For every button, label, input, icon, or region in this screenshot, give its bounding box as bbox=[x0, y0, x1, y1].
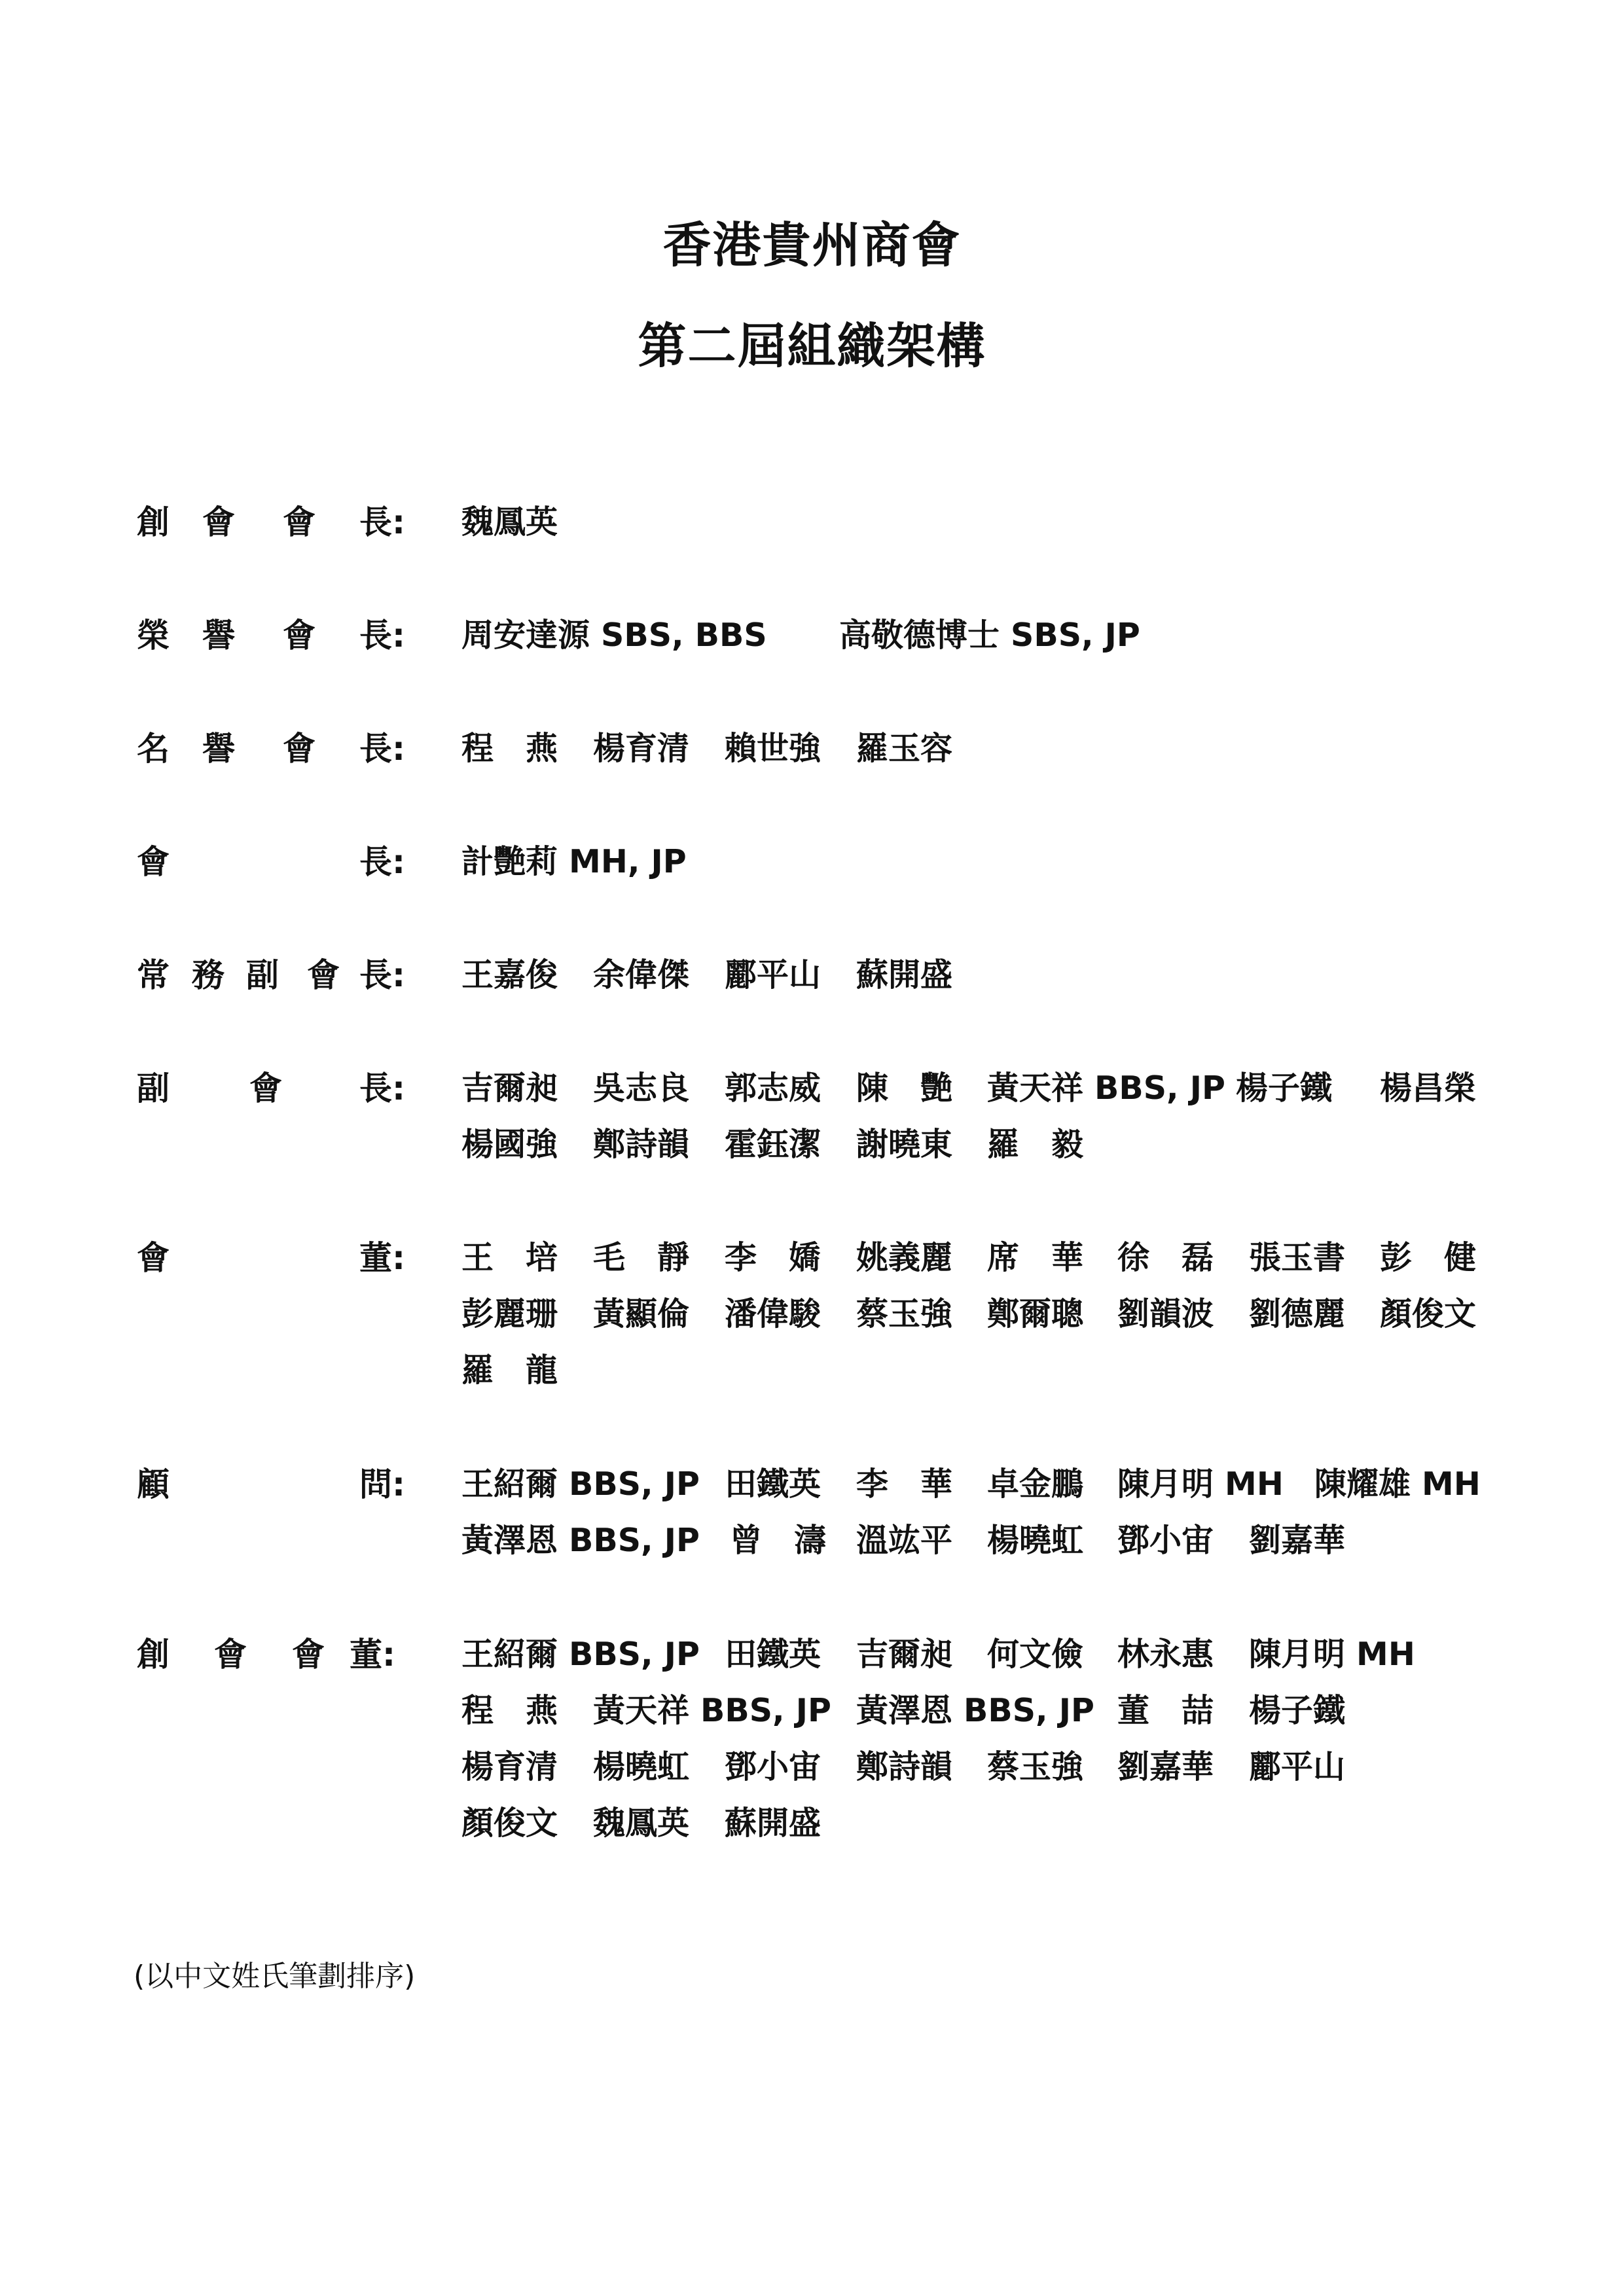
member-name: 楊曉虹 bbox=[987, 1522, 1084, 1559]
label-char: 長: bbox=[359, 956, 405, 994]
member-name: 陳 艷 bbox=[856, 1069, 953, 1107]
member-name: 鄭詩韻 bbox=[856, 1748, 953, 1785]
member-name: 田鐵英 bbox=[725, 1636, 821, 1673]
member-name: 卓金鵬 bbox=[987, 1465, 1084, 1503]
name-row bbox=[461, 1683, 1509, 1739]
member-name: 羅 毅 bbox=[987, 1126, 1084, 1163]
name-row bbox=[461, 1739, 1509, 1795]
member-name: 彭 健 bbox=[1380, 1239, 1477, 1276]
member-name: 潘偉駿 bbox=[725, 1295, 821, 1333]
name-row bbox=[461, 947, 1509, 1003]
name-row bbox=[461, 1117, 1509, 1173]
member-name: 曾 濤 bbox=[730, 1522, 827, 1559]
member-name: 顏俊文 bbox=[461, 1804, 558, 1842]
member-name: 計艷莉 MH, JP bbox=[461, 843, 687, 880]
member-name: 魏鳳英 bbox=[461, 503, 558, 541]
member-name: 程 燕 bbox=[461, 1692, 558, 1729]
member-name: 劉嘉華 bbox=[1249, 1522, 1346, 1559]
label-char: 董: bbox=[359, 1239, 405, 1277]
member-name: 陳月明 MH bbox=[1249, 1636, 1415, 1673]
member-name: 程 燕 bbox=[461, 730, 558, 767]
name-row bbox=[461, 494, 1509, 550]
member-name: 蔡玉強 bbox=[856, 1295, 953, 1333]
member-name: 顏俊文 bbox=[1380, 1295, 1477, 1333]
label-char: 問: bbox=[359, 1465, 405, 1503]
name-row bbox=[461, 1626, 1509, 1683]
member-name: 鄧小宙 bbox=[1117, 1522, 1214, 1559]
member-name: 張玉書 bbox=[1249, 1239, 1346, 1276]
name-list bbox=[461, 494, 1509, 550]
label-char: 副 bbox=[137, 1069, 170, 1107]
label-char: 顧 bbox=[137, 1465, 170, 1503]
label-char: 會 bbox=[202, 503, 235, 541]
member-name: 霍鈺潔 bbox=[725, 1126, 821, 1163]
name-list bbox=[461, 1456, 1509, 1569]
label-char: 榮 bbox=[137, 617, 170, 655]
member-name: 羅 龍 bbox=[461, 1352, 558, 1389]
member-name: 楊昌榮 bbox=[1380, 1069, 1477, 1107]
label-char: 副 bbox=[246, 956, 279, 994]
name-list bbox=[461, 947, 1509, 1003]
label-char: 長: bbox=[359, 1069, 405, 1107]
member-name: 楊子鐵 bbox=[1249, 1692, 1346, 1729]
member-name: 王嘉俊 bbox=[461, 956, 558, 994]
label-char: 會 bbox=[249, 1069, 282, 1107]
member-name: 酈平山 bbox=[725, 956, 821, 994]
member-name: 余偉傑 bbox=[593, 956, 690, 994]
name-row bbox=[461, 1456, 1509, 1513]
member-name: 魏鳳英 bbox=[593, 1804, 690, 1842]
member-name: 姚義麗 bbox=[856, 1239, 953, 1276]
label-char: 長: bbox=[359, 617, 405, 655]
member-name: 楊育清 bbox=[461, 1748, 558, 1785]
member-name: 劉德麗 bbox=[1249, 1295, 1346, 1333]
member-name: 陳月明 MH bbox=[1117, 1465, 1284, 1503]
member-name: 李 嬌 bbox=[725, 1239, 821, 1276]
label-char: 會 bbox=[283, 503, 316, 541]
label-char: 譽 bbox=[202, 617, 235, 655]
member-name: 郭志威 bbox=[725, 1069, 821, 1107]
member-name: 彭麗珊 bbox=[461, 1295, 558, 1333]
member-name: 蔡玉強 bbox=[987, 1748, 1084, 1785]
member-name: 高敬德博士 SBS, JP bbox=[839, 617, 1140, 654]
member-name: 周安達源 SBS, BBS bbox=[461, 617, 767, 654]
member-name: 黃澤恩 BBS, JP bbox=[856, 1692, 1094, 1729]
name-list bbox=[461, 834, 1509, 890]
label-char: 會 bbox=[307, 956, 340, 994]
name-row bbox=[461, 1342, 1509, 1399]
name-row bbox=[461, 1286, 1509, 1342]
label-char: 長: bbox=[359, 503, 405, 541]
member-name: 林永惠 bbox=[1117, 1636, 1214, 1673]
page-subtitle: 第二屆組織架構 bbox=[638, 318, 986, 374]
name-list bbox=[461, 1626, 1509, 1852]
member-name: 蘇開盛 bbox=[856, 956, 953, 994]
member-name: 鄭詩韻 bbox=[593, 1126, 690, 1163]
member-name: 楊曉虹 bbox=[593, 1748, 690, 1785]
member-name: 黃澤恩 BBS, JP bbox=[461, 1522, 700, 1559]
member-name: 李 華 bbox=[856, 1465, 953, 1503]
member-name: 徐 磊 bbox=[1117, 1239, 1214, 1276]
name-row bbox=[461, 1513, 1509, 1569]
label-char: 長: bbox=[359, 843, 405, 881]
name-list bbox=[461, 1060, 1509, 1173]
member-name: 黃顯倫 bbox=[593, 1295, 690, 1333]
member-name: 董 喆 bbox=[1117, 1692, 1214, 1729]
name-row bbox=[461, 1230, 1509, 1286]
member-name: 蘇開盛 bbox=[725, 1804, 821, 1842]
member-name: 楊國強 bbox=[461, 1126, 558, 1163]
member-name: 羅玉容 bbox=[856, 730, 953, 767]
name-row bbox=[461, 834, 1509, 890]
label-char: 創 bbox=[137, 1636, 170, 1674]
label-char: 會 bbox=[137, 1239, 170, 1277]
name-row bbox=[461, 1795, 1509, 1852]
label-char: 名 bbox=[137, 730, 170, 768]
member-name: 吉爾昶 bbox=[856, 1636, 953, 1673]
name-row bbox=[461, 607, 1509, 664]
label-char: 譽 bbox=[202, 730, 235, 768]
member-name: 黃天祥 BBS, JP bbox=[987, 1069, 1225, 1107]
label-char: 董: bbox=[350, 1636, 395, 1674]
member-name: 王紹爾 BBS, JP bbox=[461, 1465, 700, 1503]
label-char: 會 bbox=[292, 1636, 325, 1674]
label-char: 長: bbox=[359, 730, 405, 768]
member-name: 田鐵英 bbox=[725, 1465, 821, 1503]
member-name: 毛 靜 bbox=[593, 1239, 690, 1276]
member-name: 吳志良 bbox=[593, 1069, 690, 1107]
member-name: 王 培 bbox=[461, 1239, 558, 1276]
member-name: 王紹爾 BBS, JP bbox=[461, 1636, 700, 1673]
member-name: 溫竑平 bbox=[856, 1522, 953, 1559]
member-name: 吉爾昶 bbox=[461, 1069, 558, 1107]
label-char: 創 bbox=[137, 503, 170, 541]
label-char: 會 bbox=[283, 730, 316, 768]
member-name: 鄭爾聰 bbox=[987, 1295, 1084, 1333]
member-name: 楊子鐵 bbox=[1236, 1069, 1333, 1107]
name-row bbox=[461, 1060, 1509, 1117]
member-name: 黃天祥 BBS, JP bbox=[593, 1692, 831, 1729]
member-name: 酈平山 bbox=[1249, 1748, 1346, 1785]
member-name: 何文儉 bbox=[987, 1636, 1084, 1673]
member-name: 席 華 bbox=[987, 1239, 1084, 1276]
label-char: 會 bbox=[137, 843, 170, 881]
member-name: 賴世強 bbox=[725, 730, 821, 767]
label-char: 常 bbox=[137, 956, 170, 994]
label-char: 會 bbox=[283, 617, 316, 655]
member-name: 劉嘉華 bbox=[1117, 1748, 1214, 1785]
page-title: 香港貴州商會 bbox=[662, 217, 962, 274]
name-row bbox=[461, 721, 1509, 777]
label-char: 會 bbox=[214, 1636, 247, 1674]
label-char: 務 bbox=[192, 956, 225, 994]
name-list bbox=[461, 1230, 1509, 1399]
member-name: 劉韻波 bbox=[1117, 1295, 1214, 1333]
name-list bbox=[461, 607, 1509, 664]
member-name: 陳耀雄 MH bbox=[1314, 1465, 1481, 1503]
member-name: 楊育清 bbox=[593, 730, 690, 767]
name-list bbox=[461, 721, 1509, 777]
member-name: 謝曉東 bbox=[856, 1126, 953, 1163]
member-name: 鄧小宙 bbox=[725, 1748, 821, 1785]
sort-order-note: (以中文姓氏筆劃排序) bbox=[134, 1960, 416, 1993]
